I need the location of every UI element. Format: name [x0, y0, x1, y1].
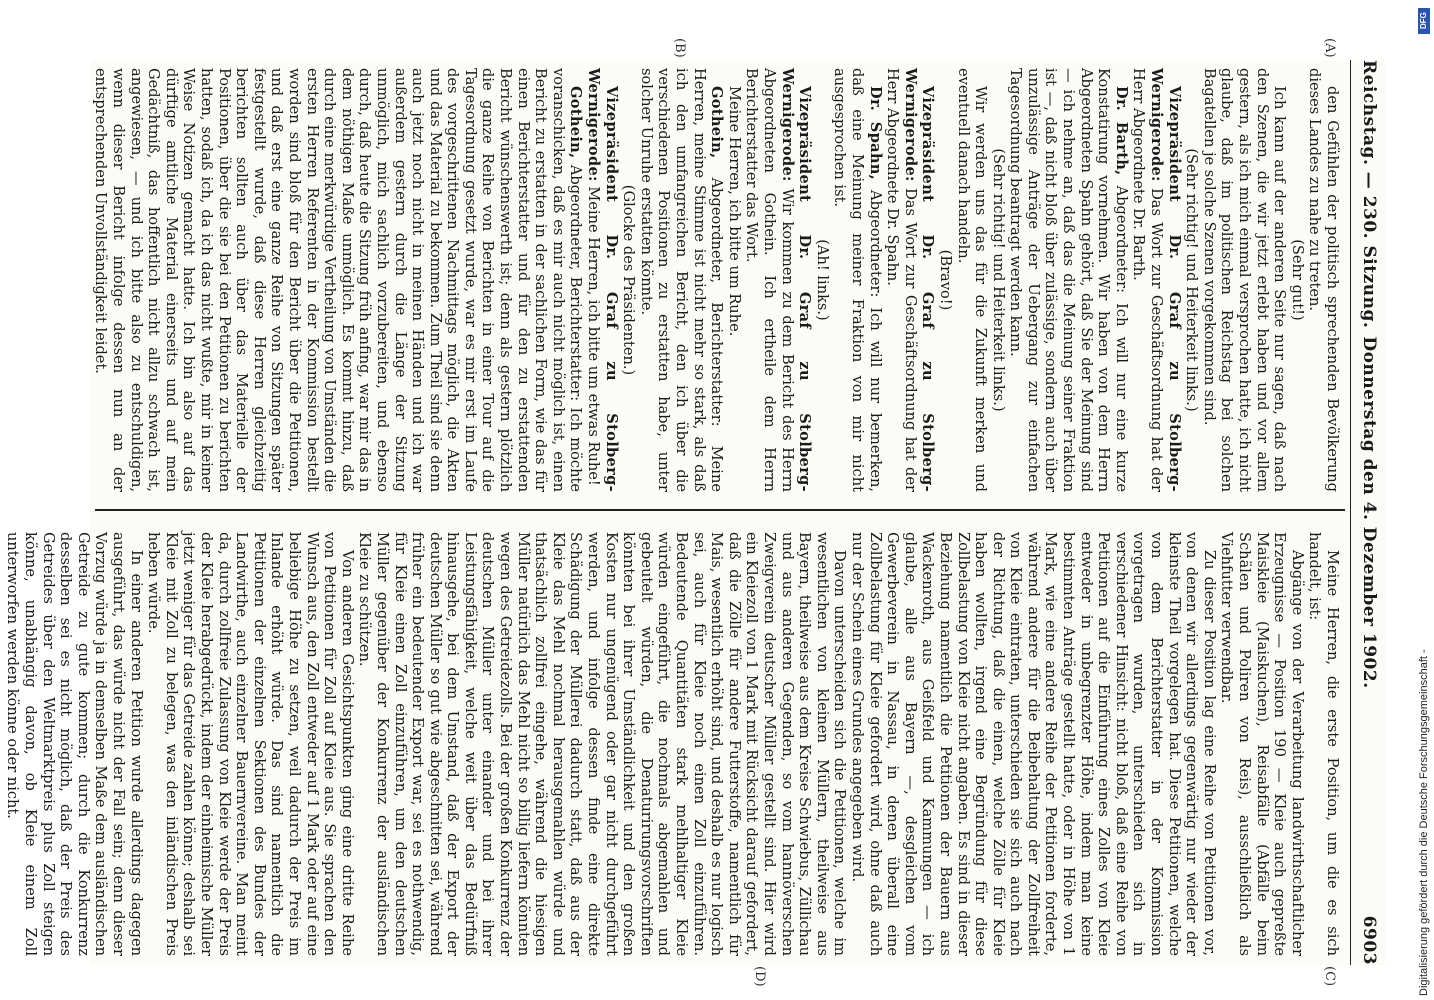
paragraph-text: Meine Herren, ich bitte um etwas Ruhe! [585, 186, 603, 486]
dfg-logo: DFG [1418, 8, 1430, 34]
interjection: (Glocke des Präsidenten.) [620, 184, 638, 376]
speaker-name: Gothein, [567, 86, 585, 159]
paragraph [92, 68, 585, 492]
paragraph [1306, 68, 1341, 492]
paragraph [954, 68, 989, 492]
paragraph [4, 532, 145, 956]
interjection: (Bravo!) [936, 249, 954, 311]
header-rule [1350, 60, 1351, 965]
paragraph [1200, 68, 1288, 492]
paragraph-text: Meine Herren, die erste Position, um die es sich handelt, ist: [1306, 532, 1341, 956]
page-header [1353, 60, 1385, 965]
paragraph [848, 532, 1217, 956]
paragraph [743, 68, 813, 492]
paragraph-text: Abgänge von der Verarbeitung landwirthschaftlicher Erzeugnisse — Position 190 — Kleie auch gepreßte Maiskleie (Maiskuchen), Reisabfälle (Abfälle beim Schälen und Poliren von Reis), ausschließlich als Viehfutter verwendbar. [1218, 532, 1306, 956]
paragraph [1130, 68, 1183, 492]
interjection: (Sehr richtig! und Heiterkeit links.) [989, 148, 1007, 412]
paragraph [356, 532, 849, 956]
paragraph [884, 68, 937, 492]
paragraph [725, 68, 743, 492]
speaker-name: Dr. Spahn, [866, 86, 884, 181]
right-column [4, 532, 1341, 956]
paragraph [1306, 532, 1341, 956]
paragraph-text: Abgeordneter, Berichterstatter: Ich möchte voranschicken, daß es mir auch nicht möglich ist, einen Bericht zu erstatten in der sachlichen Form, wie das für einen Berichterstatter und für den zu erstattenden Bericht wünschenswerth ist; denn als gestern plötzlich die ganze Reihe von Berichten in einer Tour auf die Tagesordnung gesetzt wurde, war es mir erst im Laufe des vorgeschrittenen Nachmittags möglich, die Akten und das Material zu bekommen. Zum Theil sind sie denn auch jetzt noch nicht in meinen Händen und ich war außerdem gestern durch die Länge der Sitzung unmöglich, mich sachlich vorzubereiten, und ebenso durch, daß heute die Sitzung früh anfing, war mir das in dem nöthigen Maße unmöglich. Es kommt hinzu, daß durch eine merkwürdige Vertheilung von Umständen die ersten Herren Referenten in der Kommission bestellt worden sind bloß für den Bericht über die Petitionen, und daß erst eine ganze Reihe von Sitzungen später festgestellt wurde, daß diese Herren gleichzeitig berichten sollten auch über das Materielle der Positionen, über die sie bei den Petitionen zu berichten hatten, sodaß ich, da ich das nicht wußte, mir in keiner Weise Notizen gemacht hatte. Ich bin also auf das dürftige amtliche Material einerseits und auf mein Gedächtniß, das hoffentlich nicht allzu schwach ist, angewiesen, — und ich bitte also zu entschuldigen, wenn dieser Bericht infolge dessen nun an der entsprechenden Unvollständigkeit leidet. [92, 68, 585, 492]
paragraph-text: Abgeordneter, Berichterstatter: Meine Herren, meine Stimme ist nicht mehr so stark, als daß ich den umfangreichen Bericht, den ich über die verschiedenen Positionen zu erstatten habe, unter solcher Unruhe erstatten könnte. [637, 68, 726, 492]
speaker-name: Gothein, [708, 86, 726, 159]
paragraph-text: den Gefühlen der politisch sprechenden Bevölkerung dieses Landes zu nahe zu treten. [1306, 68, 1341, 492]
speaker-name: Vizepräsident Dr. Graf zu Stolberg-Wernigerode: [1148, 68, 1183, 492]
paragraph [145, 532, 356, 956]
paragraph-text: Zu dieser Position lag eine Reihe von Petitionen vor, von denen wir allerdings gegenwärtig nur wieder der kleinste Theil vorgelegen hat. Diese Petitionen, welche von dem Berichterstatter in der Kommission vorgetragen wurden, unterschieden sich in verschiedener Hinsicht: nicht bloß, daß eine Reihe von Petitionen auf die Einführung eines Zolles von Kleie entweder in unbegrenzter Höhe, indem man keine bestimmten Anträge gestellt hatte, oder in Höhe von 1 Mark, wie eine andere Reihe der Petitionen forderte, während andere für die Beibehaltung der Zollfreiheit von Kleie eintraten, unterschieden sie sich auch nach der Richtung, daß die einen, welche Zölle für Kleie haben wollten, irgend eine Begründung für diese Zollbelastung von Kleie nicht angaben. Es sind in dieser Beziehung namentlich die Petitionen der Bauern aus Wackenroth, aus Geißfeld und Kammungen — ich glaube, alle aus Bayern —, desgleichen vom Gewerbeverein in Nassau, in denen überall eine Zollbelastung für Kleie gefordert wird, ohne daß auch nur der Schein eines Grundes angegeben wird. [848, 532, 1218, 956]
speaker-name: Vizepräsident Dr. Graf zu Stolberg-Wernigerode: [585, 68, 620, 492]
paragraph-text: Davon unterscheiden sich die Petitionen, welche im wesentlichen von kleinen Müllern, theilweise aus Bayern, theilweise aus dem Kreise Schwiebus, Züllichau und aus anderen Gegenden, so vom hannöverschen Zweigverein deutscher Müller gestellt sind. Hier wird ein Kleiezoll von 1 Mark mit Rücksicht darauf gefordert, daß die Zölle für andere Futterstoffe, namentlich für Mais, wesentlich erhöht sind, und deshalb es nur logisch sei, auch für Kleie noch einen Zoll einzuführen. Bedeutende Quantitäten stark mehlhaltiger Kleie würden eingeführt, die nochmals abgemahlen und gebeutelt würden, die Denaturirungsvorschriften könnten bei ihrer Umständlichkeit und den großen Kosten nur ungenügend oder gar nicht durchgeführt werden, und infolge dessen finde eine direkte Schädigung der Müllerei dadurch statt, daß aus der Kleie das Mehl nochmal herausgemahlen würde und thatsächlich zollfrei eingehe, während die hiesigen Müller natürlich das Mehl nicht so billig liefern könnten wegen des Getreidezolls. Bei der großen Konkurrenz der deutschen Müller unter einander und bei ihrer Leistungsfähigkeit, welche weit über das Bedürfniß hinausgehe, bei dem Umstand, daß der Export der deutschen Müller so gut wie abgeschnitten sei, während früher ein bedeutender Export war, sei es nothwendig, für Kleie einen Zoll einzuführen, um den deutschen Müller gegenüber der Konkurrenz der ausländischen Kleie zu schützen. [356, 532, 849, 956]
left-column [92, 68, 1341, 493]
interjection: (Sehr richtig! und Heiterkeit links.) [1183, 148, 1201, 412]
paragraph-text: Von anderen Gesichtspunkten ging eine dritte Reihe von Petitionen für Zoll auf Kleie aus. Sie sprachen den Wunsch aus, den Zoll entweder auf 1 Mark oder auf eine beliebige Höhe zu setzen, weil dadurch der Preis im Inlande erhöht würde. Das sind namentlich die Petitionen der einzelnen Sektionen des Bundes der Landwirthe, auch einzelner Bauernvereine. Man meint da, durch zollfreie Zulassung von Kleie werde der Preis der Kleie herabgedrückt, indem der einheimische Müller jetzt weniger für das Getreide zahlen könne; deshalb sei Kleie mit Zoll zu belegen, was den inländischen Preis heben würde. [145, 532, 356, 956]
paragraph-text: Ich kann auf der anderen Seite nur sagen, daß nach den Szenen, die wir jetzt erlebt haben und vor allem gestern, als ich mich einmal versprochen hatte, ich nicht glaube, daß im politischen Reichstag bei solchen Bagatellen je solche Szenen vorgekommen sind. [1200, 68, 1289, 492]
paragraph [1007, 68, 1130, 492]
digitization-note-text: Digitalisierung gefördert durch die Deutsche Forschungsgemeinschaft - [1418, 649, 1430, 996]
margin-mark-c: (C) [1322, 966, 1337, 987]
speaker-name: Vizepräsident Dr. Graf zu Stolberg-Wernigerode: [901, 68, 937, 492]
paragraph-text: Das Wort zur Geschäftsordnung hat der Herr Abgeordnete Dr. Spahn. [884, 68, 919, 492]
paragraph [831, 68, 884, 492]
speaker-name: Dr. Barth, [1112, 86, 1130, 176]
page-number: 6903 [1359, 915, 1379, 965]
paragraph-text: Abgeordneter: Ich will nur bemerken, daß eine Meinung meiner Fraktion von mir nicht ausgesprochen ist. [831, 68, 884, 492]
margin-mark-d: (D) [752, 966, 767, 987]
paragraph-text: In einer anderen Petition wurde allerdings dagegen ausgeführt, das würde nicht der Fall sein; denn dieser Vorzug würde ja in demselben Maße dem ausländischen Getreide zu gute kommen; durch die Konkurrenz desselben sei es nicht möglich, daß der Preis des Getreides über den Weltmarktpreis plus Zoll steigen könne, unabhängig davon, ob Kleie einem Zoll unterworfen werden könne oder nicht. [4, 532, 145, 956]
interjection: (Sehr gut!) [1288, 239, 1306, 321]
paragraph-text: Wir kommen zu dem Bericht des Herrn Abgeordneten Gothein. Ich ertheile dem Herrn Berichterstatter das Wort. [743, 68, 796, 492]
speaker-name: Vizepräsident Dr. Graf zu Stolberg-Wernigerode: [778, 68, 814, 492]
paragraph-text: Meine Herren, ich bitte um Ruhe. [725, 86, 743, 337]
paragraph-text: Abgeordneter: Ich will nur eine kurze Konstatirung vornehmen. Wir haben von dem Herrn Abgeordneten Spahn gehört, daß Sie der Meinung sind — ich nehme an, daß das die Meinung seiner Fraktion ist —, daß nicht bloß über zulässige, sondern auch über unzulässige Anträge der Uebergang zur einfachen Tagesordnung beantragt werden kann. [1007, 68, 1130, 493]
margin-mark-b: (B) [672, 38, 687, 58]
paragraph-text: Das Wort zur Geschäftsordnung hat der Herr Abgeordnete Dr. Barth. [1130, 68, 1166, 492]
paragraph-text: Wir werden uns das für die Zukunft merken und eventuell danach handeln. [954, 68, 990, 492]
column-divider [95, 509, 1345, 511]
margin-mark-a: (A) [1322, 38, 1337, 58]
header-left: Reichstag. — 230. Sitzung. [1359, 60, 1379, 329]
header-date: Donnerstag den 4. Dezember 1902. [1359, 336, 1379, 689]
paragraph [584, 68, 619, 492]
paragraph [1218, 532, 1306, 956]
digitization-note [1418, 6, 1430, 996]
paragraph [637, 68, 725, 492]
interjection: (Ah! links.) [813, 239, 831, 321]
newspaper-page [4, 38, 1385, 987]
